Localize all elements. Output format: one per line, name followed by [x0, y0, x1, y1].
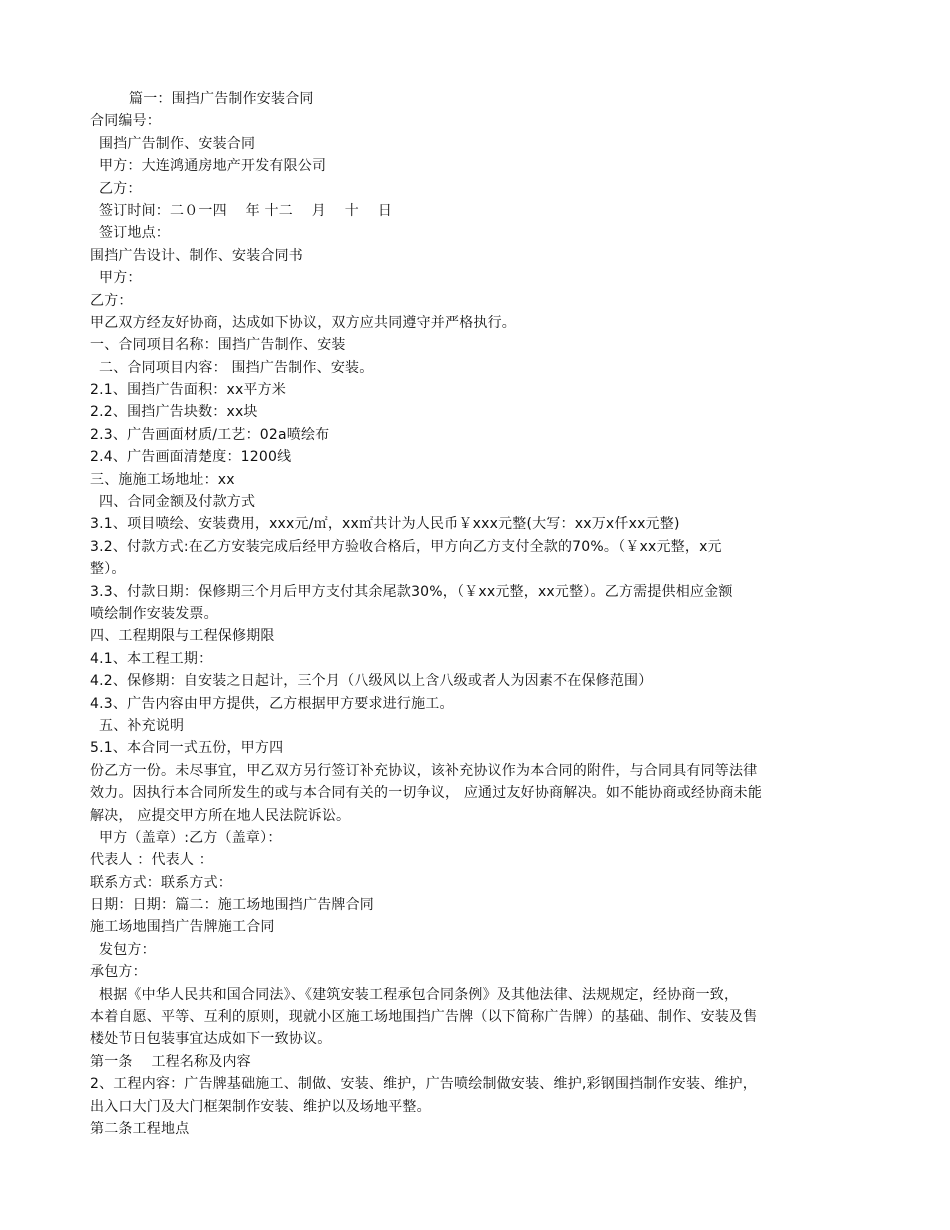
text-line: 4.3、广告内容由甲方提供，乙方根据甲方要求进行施工。 — [90, 695, 454, 712]
text-line: 四、工程期限与工程保修期限 — [90, 628, 275, 645]
text-line: 甲乙双方经友好协商，达成如下协议，双方应共同遵守并严格执行。 — [90, 314, 516, 331]
text-line: 出入口大门及大门框架制作安装、维护以及场地平整。 — [90, 1098, 431, 1115]
text-line: 3.3、付款日期：保修期三个月后甲方支付其余尾款30%，（￥xx元整，xx元整）。乙方需提供相应金额 — [90, 583, 733, 600]
text-line: 楼处节日包装事宜达成如下一致协议。 — [90, 1031, 332, 1048]
text-line: 签订地点： — [99, 225, 170, 242]
text-line: 乙方： — [99, 180, 142, 197]
text-line: 份乙方一份。未尽事宜，甲乙双方另行签订补充协议，该补充协议作为本合同的附件，与合同具有同等法律 — [90, 762, 758, 779]
text-line: 日期：日期：篇二：施工场地围挡广告牌合同 — [90, 897, 374, 914]
text-line: 施工场地围挡广告牌施工合同 — [90, 919, 275, 936]
text-line: 解决， 应提交甲方所在地人民法院诉讼。 — [90, 807, 351, 824]
text-line: 甲方： — [99, 270, 142, 287]
text-line: 效力。因执行本合同所发生的或与本合同有关的一切争议， 应通过友好协商解决。如不能协商或经协商未能 — [90, 785, 763, 802]
text-line: 四、合同金额及付款方式 — [99, 494, 256, 511]
text-line: 甲方：大连鸿通房地产开发有限公司 — [99, 158, 327, 175]
text-line: 乙方： — [90, 292, 133, 309]
text-line: 整）。 — [90, 561, 126, 578]
text-line: 联系方式：联系方式： — [90, 874, 232, 891]
text-line: 围挡广告设计、制作、安装合同书 — [90, 247, 303, 264]
text-line: 承包方： — [90, 964, 147, 981]
text-line: 一、合同项目名称：围挡广告制作、安装 — [90, 337, 346, 354]
section-title: 篇一：围挡广告制作安装合同 — [129, 91, 314, 107]
text-line: 4.2、保修期：自安装之日起计，三个月（八级风以上含八级或者人为因素不在保修范围） — [90, 673, 653, 690]
text-line: 2.2、围挡广告块数：xx块 — [90, 404, 258, 421]
text-line: 本着自愿、平等、互利的原则，现就小区施工场地围挡广告牌（以下简称广告牌）的基础、制作、安装及售 — [90, 1009, 758, 1026]
document-page — [0, 88, 950, 1140]
text-line: 代表人 ：代表人 ： — [90, 852, 213, 869]
text-line: 2、工程内容：广告牌基础施工、制做、安装、维护，广告喷绘制做安装、维护,彩钢围挡制作安装、维护， — [90, 1076, 757, 1093]
text-line: 3.1、项目喷绘、安装费用，xxx元/㎡，xx㎡共计为人民币￥xxx元整(大写：xx万x仟xx元整) — [90, 516, 680, 533]
text-line: 5.1、本合同一式五份，甲方四 — [90, 740, 284, 757]
text-line: 2.3、广告画面材质/工艺：02a喷绘布 — [90, 426, 330, 443]
text-line: 合同编号： — [90, 113, 161, 130]
text-line: 4.1、本工程工期： — [90, 650, 213, 667]
text-line: 3.2、付款方式:在乙方安装完成后经甲方验收合格后，甲方向乙方支付全款的70%。（￥xx元整，x元 — [90, 538, 722, 555]
text-line: 五、补充说明 — [99, 717, 185, 734]
text-line: 2.4、广告画面清楚度：1200线 — [90, 449, 292, 466]
text-line: 甲方（盖章）:乙方（盖章）： — [99, 829, 282, 846]
text-line: 发包方： — [99, 941, 156, 958]
text-line: 围挡广告制作、安装合同 — [99, 135, 256, 152]
text-line: 签订时间：二０一四 年 十二 月 十 日 — [99, 202, 393, 219]
text-line: 2.1、围挡广告面积：xx平方米 — [90, 382, 287, 399]
text-line: 二、合同项目内容： 围挡广告制作、安装。 — [99, 359, 374, 376]
text-line: 第二条工程地点 — [90, 1120, 190, 1137]
text-line: 根据《中华人民共和国合同法》、《建筑安装工程承包合同条例》及其他法律、法规规定，经协商一致， — [99, 986, 739, 1003]
text-line: 三、施施工场地址：xx — [90, 471, 235, 488]
text-line: 喷绘制作安装发票。 — [90, 605, 218, 622]
text-line: 第一条 工程名称及内容 — [90, 1053, 251, 1070]
